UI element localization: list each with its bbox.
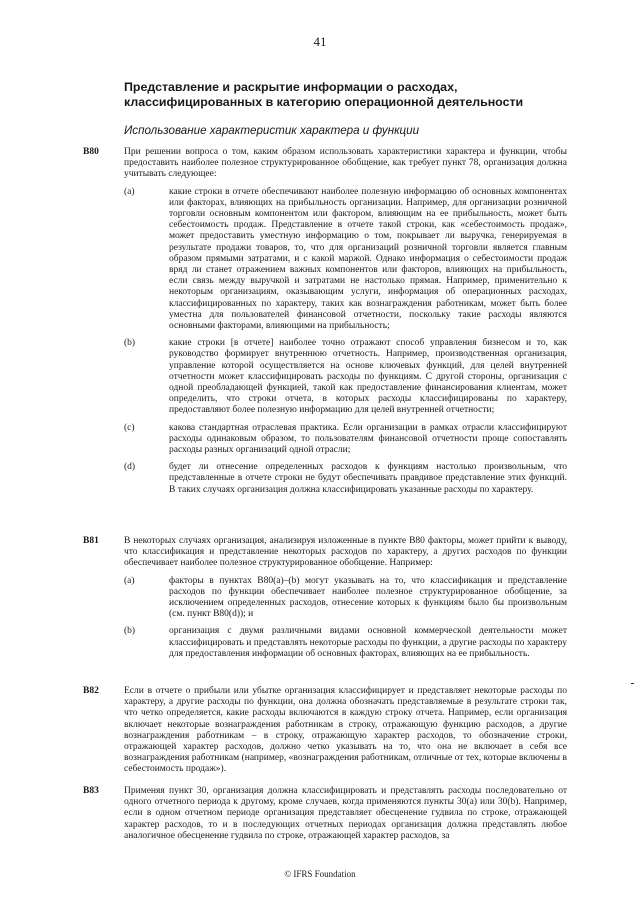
paragraph-text: Если в отчете о прибыли или убытке организация классифицирует и представляет некоторые расходы по характеру, а другие расходы по функции, она должна обозначать представляемые в результате строки так, что четко определяется, какие расходы включаются в каждую строку отчета. Например, если организация включает некоторые вознаграждения работникам в строку, отражающую функцию расходов, а другие вознаграждения работникам – в строку, отражающую характер расходов, то обозначение строки, отражающей характер расходов, должно четко указывать на то, что она не включает в себя все вознаграждения работникам (например, «вознаграждения работникам, отличные от тех, которые включены в себестоимость продаж»). (124, 686, 567, 775)
margin-mark (631, 683, 634, 684)
paragraph-text: При решении вопроса о том, каким образом использовать характеристики характера и функции, чтобы предоставить наиболее полезное структурированное обобщение, как требует пункт 78, организация должна учитывать следующее: (124, 147, 567, 180)
list-item-label: (c) (124, 422, 135, 433)
list-item-text: факторы в пунктах B80(a)–(b) могут указывать на то, что классификация и представление расходов по функции обеспечивает наиболее полезное структурированное обобщение, за исключением определенных расходов, отнесение которых к функциям было бы произвольным (см. пункт B80(d)); и (169, 575, 567, 620)
paragraph-number: B83 (83, 786, 99, 796)
paragraph-number: B81 (83, 536, 99, 546)
paragraph-text: Применяя пункт 30, организация должна классифицировать и представлять расходы последовательно от одного отчетного периода к другому, кроме случаев, когда применяются пункты 30(a) или 30(b). Например, если в одном отчетном периоде организация представляет обесценение гудвила по строке, отражающей характер расходов, то и в последующих отчетных периодах организация должна представлять любое аналогичное обесценение гудвила по строке, отражающей характер расходов, за (124, 786, 567, 841)
list-item-label: (d) (124, 462, 136, 473)
list-item (83, 423, 567, 457)
list-item (83, 338, 567, 416)
list-item-label: (a) (124, 186, 135, 197)
list-item-label: (a) (124, 575, 135, 586)
section-heading: Представление и раскрытие информации о расходах, классифицированных в категорию операционной деятельности (124, 80, 524, 109)
list-item-label: (b) (124, 338, 136, 349)
list-item-label: (b) (124, 626, 136, 637)
paragraph-number: B82 (83, 686, 99, 696)
list-item (83, 576, 567, 621)
list-item (83, 626, 567, 660)
list-item-text: какова стандартная отраслевая практика. Если организации в рамках отрасли классифицируют расходы одинаковым образом, то пользователям финансовой отчетности проще сопоставлять расходы разных организаций одной отрасли; (169, 422, 567, 456)
paragraph-b83 (83, 786, 567, 842)
list-item (83, 462, 567, 496)
section-subheading: Использование характеристик характера и функции (124, 124, 420, 137)
paragraph-b80 (83, 147, 567, 496)
list-item-text: какие строки [в отчете] наиболее точно отражают способ управления бизнесом и то, как руководство формирует внутреннюю отчетность. Например, производственная организация, управление которой осуществляется на основе ключевых функций, для целей внутренней отчетности может классифицировать расходы по функциям. С другой стороны, организация с одной преобладающей функцией, такой как предоставление финансирования клиентам, может определить, что строки отчета, в которых расходы классифицированы по характеру, предоставляют более полезную информацию для целей внутренней отчетности; (169, 338, 567, 416)
paragraph-text: В некоторых случаях организация, анализируя изложенные в пункте B80 факторы, может прийти к выводу, что классификация и представление некоторых расходов по характеру, а других расходов по функции обеспечивает наиболее полезное структурированное обобщение. Например: (124, 536, 567, 569)
list-item-text: какие строки в отчете обеспечивают наиболее полезную информацию об основных компонентах или факторах, влияющих на прибыльность организации. Например, для организации розничной торговли основным компонентом или фактором, влияющим на ее прибыльность, может быть себестоимость продаж. Представление в отчете такой строки, как «себестоимость продаж», может предоставить уместную информацию о том, покрывает ли выручка, генерируемая в результате продажи товаров, то, что для организаций розничной торговли является главным образом прямыми затратами, и с какой маржой. Однако информация о себестоимости продаж вряд ли станет отражением важных компонентов или факторов, влияющих на прибыльность, если связь между выручкой и затратами не настолько прямая. Например, применительно к некоторым организациям, оказывающим услуги, информация об операционных расходах, классифицированных по характеру, таких как вознаграждения работникам, может быть более уместна для пользователей финансовой отчетности, поскольку такие расходы являются основными факторами, влияющими на прибыльность; (169, 186, 567, 332)
paragraph-b82 (83, 686, 567, 776)
paragraph-b81 (83, 536, 567, 660)
list-item-text: организация с двумя различными видами основной коммерческой деятельности может классифицировать и представлять некоторые расходы по функции, а другие расходы по характеру для предоставления информации об основных факторах, влияющих на ее прибыльность. (169, 626, 567, 659)
page-footer: © IFRS Foundation (284, 869, 356, 879)
list-item-text: будет ли отнесение определенных расходов к функциям настолько произвольным, что представленные в отчете строки не будут обеспечивать правдивое представление этих функций. В таких случаях организация должна классифицировать указанные расходы по характеру. (169, 462, 567, 495)
page-number: 41 (313, 34, 327, 49)
list-item (83, 187, 567, 333)
paragraph-number: B80 (83, 147, 99, 157)
